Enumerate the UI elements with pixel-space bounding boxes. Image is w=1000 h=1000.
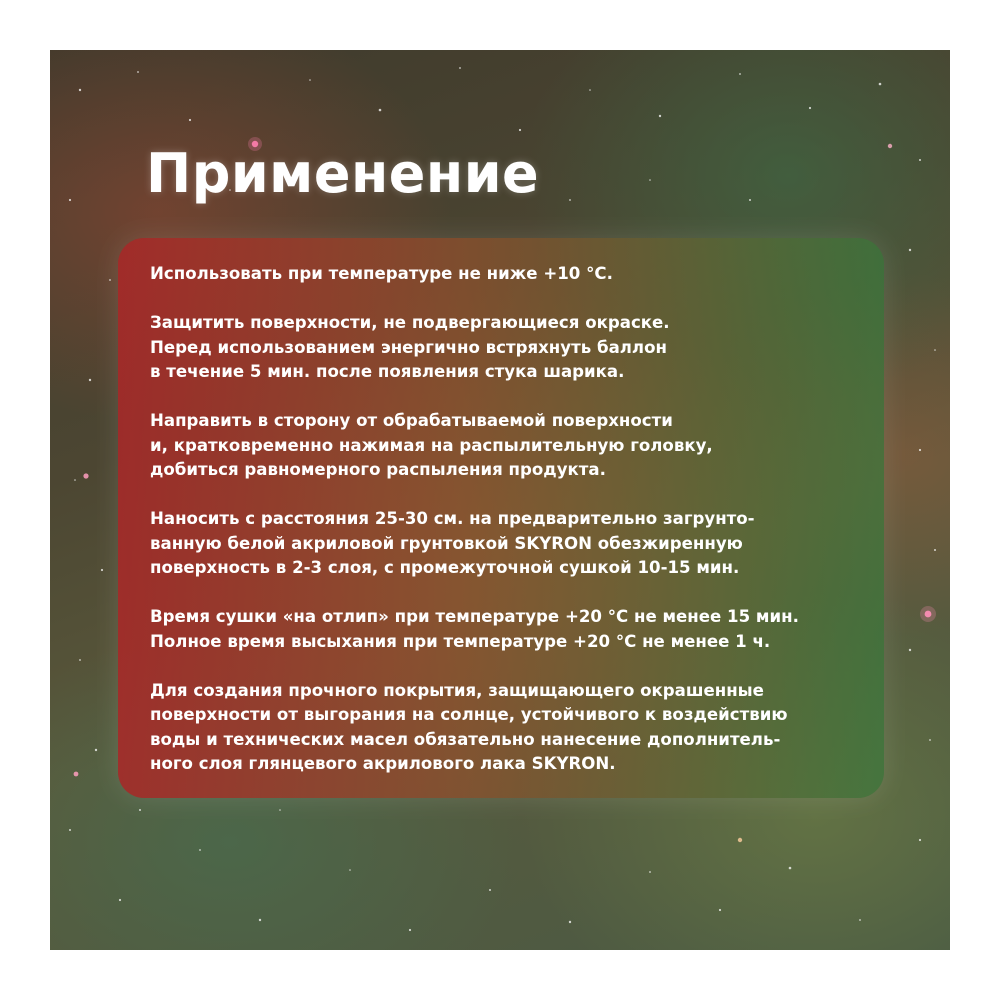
instructions-panel [118,238,884,798]
instruction-line: и, кратковременно нажимая на распылительную головку, [150,435,713,455]
instruction-line: ного слоя глянцевого акрилового лака SKYRON. [150,754,616,773]
instruction-line: добиться равномерного распыления продукта. [150,460,606,479]
instruction-line: Защитить поверхности, не подвергающиеся окраске. [150,313,670,332]
instruction-line: Использовать при температуре не ниже +10 °С. [150,264,613,283]
page-title: Применение [146,142,540,205]
instruction-line: Время сушки «на отлип» при температуре +20 °С не менее 15 мин. [150,607,799,626]
instruction-line: Направить в сторону от обрабатываемой поверхности [150,411,673,430]
instructions-text [150,262,860,777]
instruction-line: поверхности от выгорания на солнце, устойчивого к воздействию [150,705,788,724]
background-frame [50,50,950,950]
instruction-line: Перед использованием энергично встряхнуть баллон [150,337,667,357]
instruction-line: воды и технических масел обязательно нанесение дополнитель- [150,729,781,749]
instruction-line: Для создания прочного покрытия, защищающего окрашенные [150,680,764,700]
instruction-paragraph [150,605,860,654]
instruction-paragraph [150,507,860,581]
instruction-line: Полное время высыхания при температуре +20 °С не менее 1 ч. [150,631,771,651]
instruction-paragraph [150,409,860,483]
instruction-paragraph [150,679,860,777]
instruction-paragraph [150,262,860,287]
instruction-paragraph [150,311,860,385]
instruction-line: Наносить с расстояния 25-30 см. на предварительно загрунто- [150,509,755,528]
instruction-line: поверхность в 2-3 слоя, с промежуточной сушкой 10-15 мин. [150,558,740,577]
instruction-line: в течение 5 мин. после появления стука шарика. [150,362,625,381]
instruction-line: ванную белой акриловой грунтовкой SKYRON обезжиренную [150,533,743,553]
